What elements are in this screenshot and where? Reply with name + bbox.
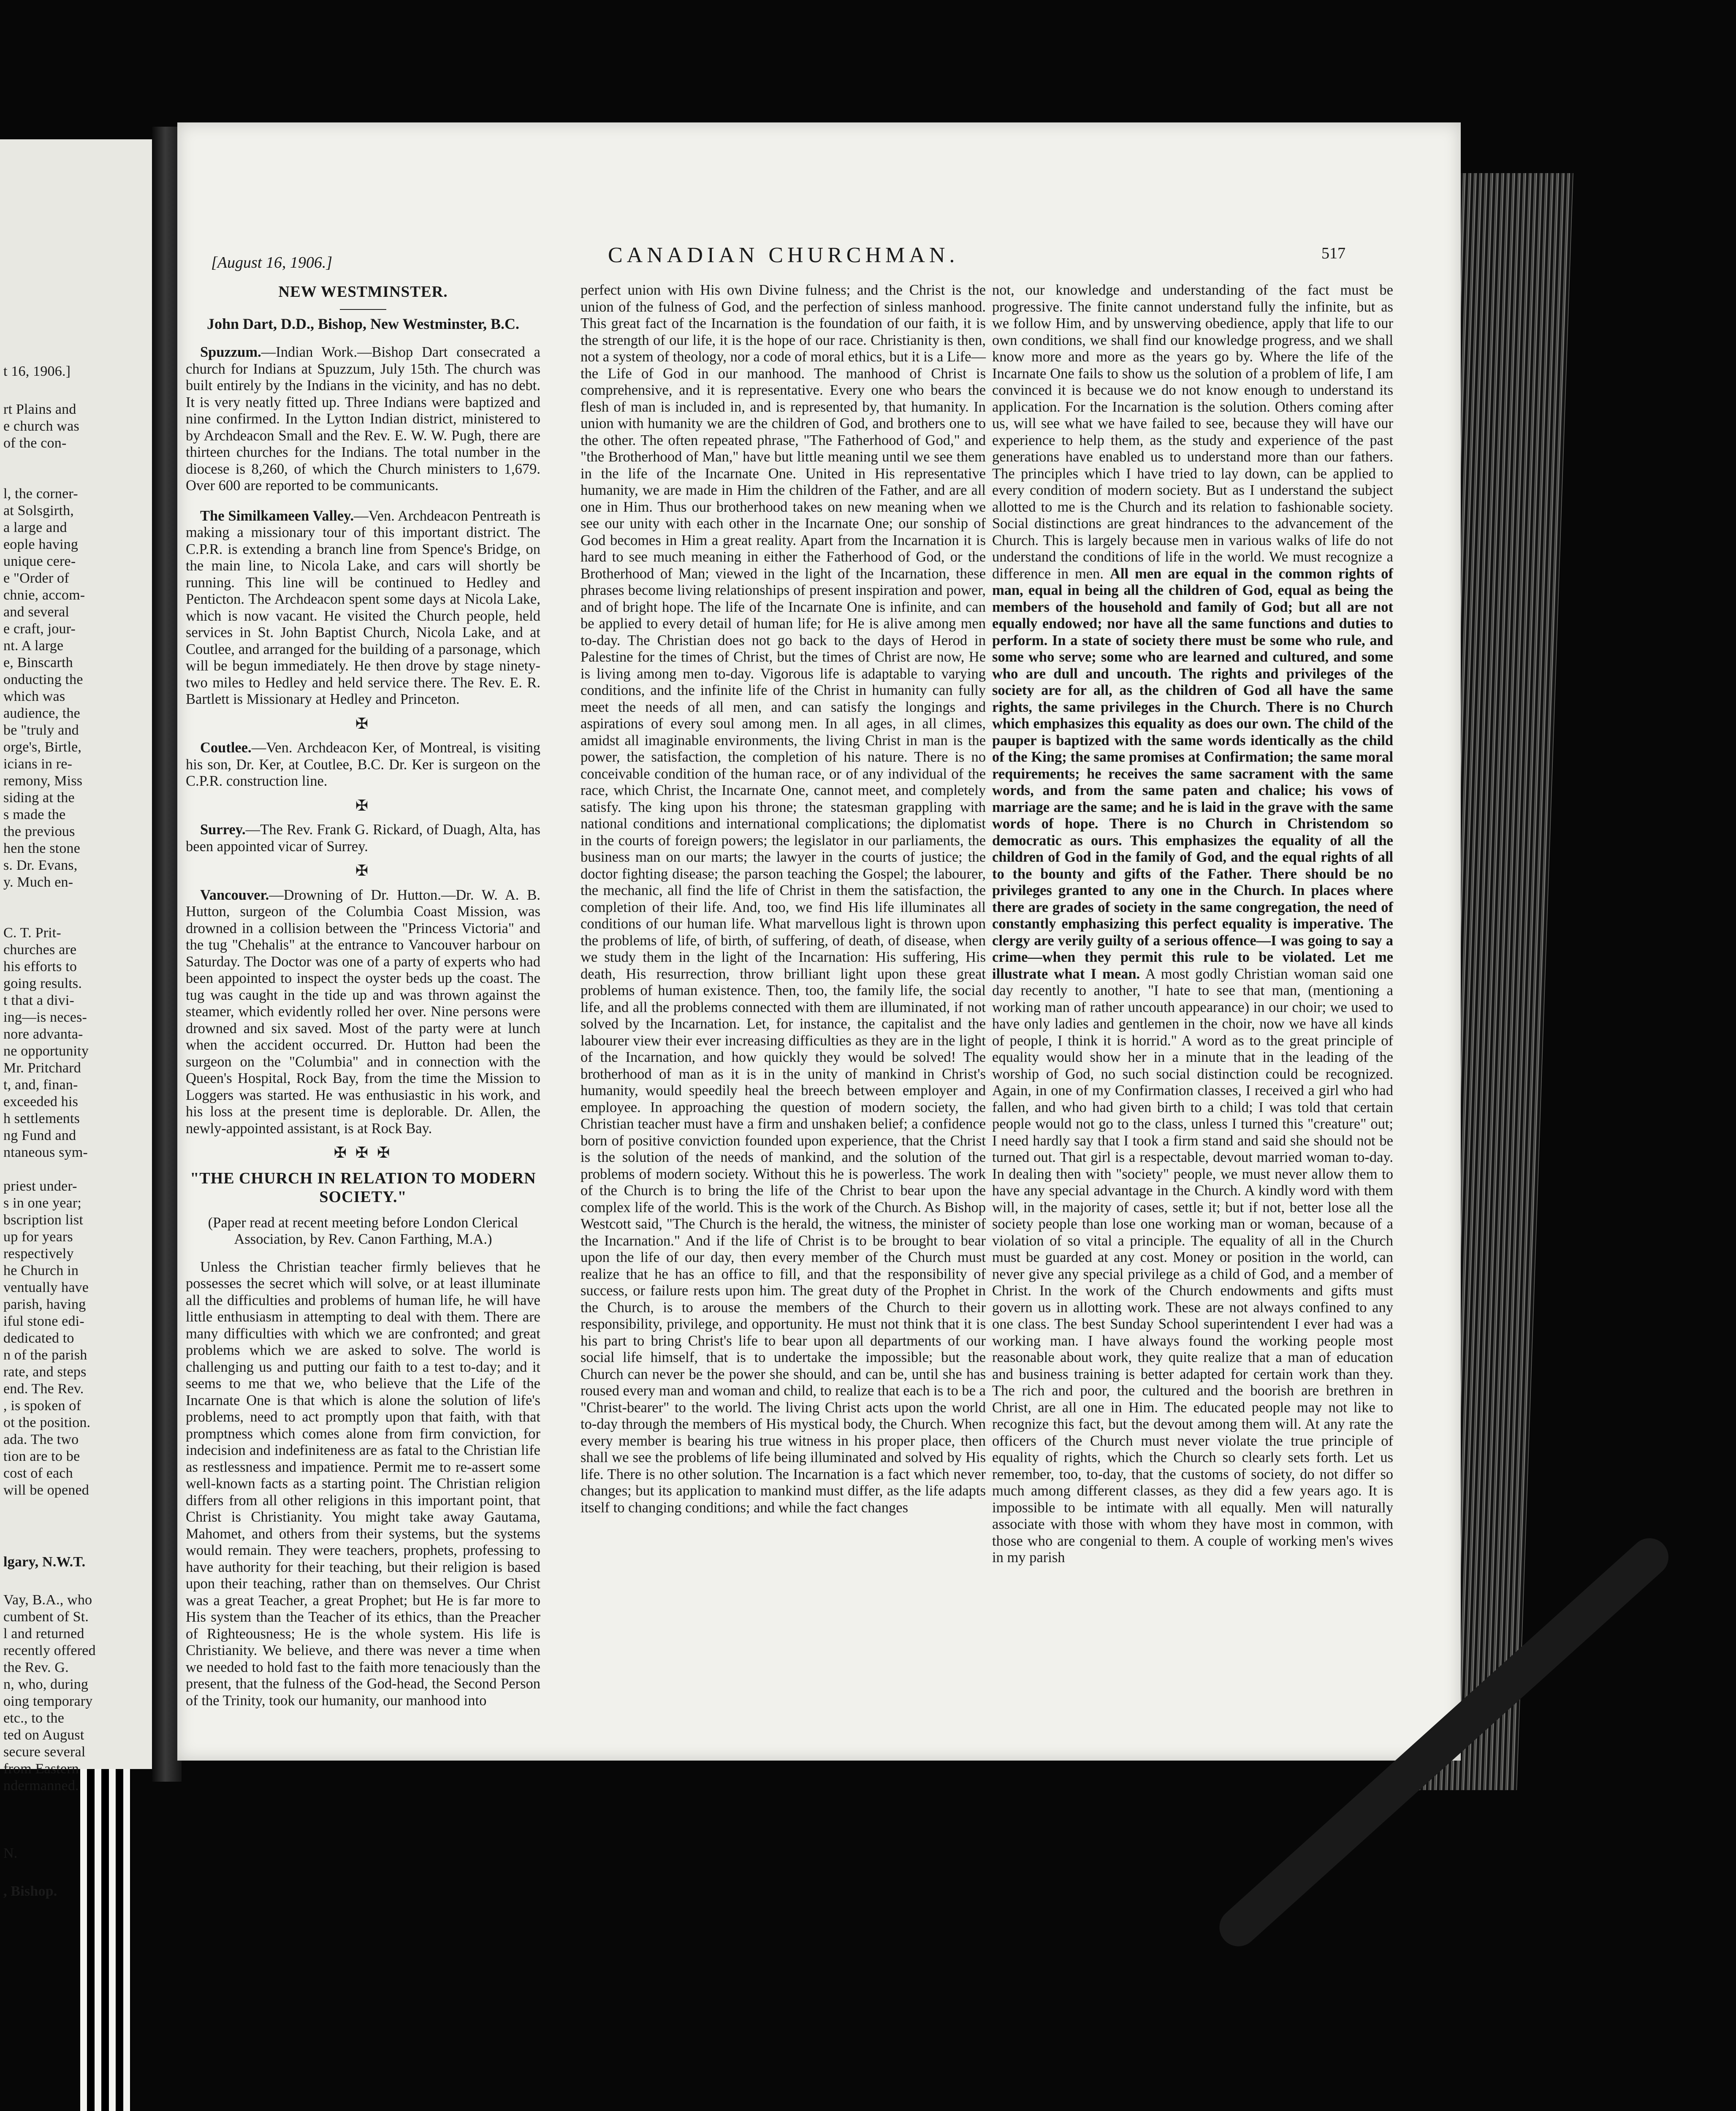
section-title: NEW WESTMINSTER. <box>278 283 448 301</box>
left-page-line: etc., to the <box>3 1710 65 1726</box>
left-page-line: e "Order of <box>3 570 69 586</box>
news-item: Spuzzum.—Indian Work.—Bishop Dart consecrated a church for Indians at Spuzzum, July 15th. The church was built entirely by the Indians in the vicinity, and has no debt. It is very neatly fitted up. Three Indians were baptized and nine confirmed. In the Lytton Indian district, ministered to by Archdeacon Small and the Rev. E. W. W. Pugh, there are thirteen churches for the Indians. The total number in the diocese is 8,260, of which the Church ministers to 1,679. Over 600 are reported to be communicants. <box>186 344 540 494</box>
ornament: ✠ <box>355 862 371 879</box>
left-page-line: ventually have <box>3 1280 89 1295</box>
left-page-line: unique cere- <box>3 554 76 569</box>
left-page-line: rt Plains and <box>3 402 76 417</box>
left-page-line: respectively <box>3 1246 74 1262</box>
left-page-line: dedicated to <box>3 1330 74 1346</box>
microfilm-edge-marks <box>80 1769 131 2111</box>
left-page-line: parish, having <box>3 1297 86 1312</box>
left-page-line: be "truly and <box>3 722 79 738</box>
article-title: "THE CHURCH IN RELATION TO MODERN SOCIETY." <box>190 1169 536 1206</box>
page-number: 517 <box>1321 244 1345 262</box>
left-page-line: hen the stone <box>3 841 80 856</box>
left-page-line: at Solsgirth, <box>3 503 74 518</box>
left-page-line: exceeded his <box>3 1094 79 1110</box>
article-paragraph: not, our knowledge and understanding of the fact must be progressive. The finite cannot understand fully the infinite, but as we follow Him, and by unswerving obedience, apply that life to our own conditions, we shall find our knowledge progress, and we shall know more and more as the years go by. Where the life of the Incarnate One fails to show us the solution of a problem of life, I am convinced it is because we do not know enough to understand its application. For the Incarnation is the solution. Others coming after us, will see what we have failed to see, because they will have our experience to help them, as the study and experience of the past generations have enabled us to understand more than our fathers. The principles which I have tried to lay down, can be applied to every condition of modern society. But as I understand the subject allotted to me is the Church and its relation to fashionable society. Social distinctions are great hindrances to the advancement of the Church. This is largely because men in various walks of life do not understand the conditions of life in the world. We must recognize a difference in men. All men are equal in the common rights of man, equal in being all the children of God, equal as being the members of the household and family of God; but all are not equally endowed; nor have all the same functions and duties to perform. In a state of society there must be some who rule, and some who serve; some who are learned and cultured, and some who are dull and uncouth. The rights and privileges of the society are for all, as the children of God all have the same rights, the same privileges in the Church. There is no Church which emphasizes this equality as does our own. The child of the pauper is baptized with the same words identically as the child of the King; the same promises at Confirmation; the same moral requirements; he receives the same sacrament with the same words, and from the same paten and chalice; his vows of marriage are the same; and he is laid in the grave with the same words of hope. There is no Church in Christendom so democratic as ours. This emphasizes the equality of all the children of God in the family of God, and the equal rights of all to the bounty and gifts of the Father. There should be no privileges granted to any one in the Church. In places where there are grades of society in the same congregation, the need of constantly emphasizing this perfect equality is imperative. The clergy are verily guilty of a serious offence—I was going to say a crime—when they permit this rule to be violated. Let me illustrate what I mean. A most godly Christian woman said one day recently to another, "I hate to see that man, (mentioning a working man of rather uncouth appearance) in our choir; we used to have only ladies and gentlemen in the choir, now we have all kinds of people, I think it is horrid." A word as to the great principle of equality would show her in a minute that in the leading of the worship of God, no such social distinction could be recognized. Again, in one of my Confirmation classes, I received a girl who had fallen, and who had given birth to a child; I was told that certain people would not go to the class, unless I turned this "creature" out; I need hardly say that I took a firm stand and said she should not be turned out. That girl is a respectable, devout married woman to-day. In dealing then with "society" people, we must never allow them to have any special advantage in the Church. A kindly word with them will, in the majority of cases, settle it; but if not, better lose all the society people than lose one working man or woman, because of a violation of so vital a principle. The equality of all in the Church must be guarded at any cost. Money or position in the world, can never give any special privilege as a child of God, and a member of Christ. In the work of the Church endowments and gifts must govern us in allotting work. These are not always confined to any one class. The best Sunday School superintendent I ever had was a working man. I have always found the working people most reasonable about work, they quite realize that a man of education and business training is better adapted for certain work than they. The rich and poor, the cultured and the boorish are brethren in Christ, are all one in Him. The educated people may not like to recognize this fact, but the devout among them will. At any rate the officers of the Church must never violate the true principle of equality of rights, which the Church so clearly sets forth. Let us remember, too, to-day, that the customs of society, do not differ so much among different classes, as they did a few years ago. It is impossible to be intimate with all equally. Men will naturally associate with those with whom they have most in common, with those who are congenial to them. A couple of working men's wives in my parish <box>992 282 1394 1566</box>
ornament: ✠ <box>355 797 371 814</box>
left-page-line: iful stone edi- <box>3 1313 84 1329</box>
left-page-line: from Eastern <box>3 1761 79 1777</box>
left-page-line: n of the parish <box>3 1347 87 1363</box>
article-subtitle: (Paper read at recent meeting before London Clerical Association, by Rev. Canon Farthing, M.A.) <box>208 1214 518 1247</box>
left-page-line: ted on August <box>3 1727 84 1743</box>
left-page-line: ne opportunity <box>3 1043 89 1059</box>
left-page-line: a large and <box>3 520 67 535</box>
left-page-line: audience, the <box>3 705 80 721</box>
left-page-line: end. The Rev. <box>3 1381 84 1397</box>
left-page-line: ntaneous sym- <box>3 1145 88 1160</box>
left-page-line: the Rev. G. <box>3 1660 69 1675</box>
left-page-line: lgary, N.W.T. <box>3 1554 86 1570</box>
news-item: Coutlee.—Ven. Archdeacon Ker, of Montreal, is visiting his son, Dr. Ker, at Coutlee, B.C. Dr. Ker is surgeon on the C.P.R. construction line. <box>186 740 540 789</box>
left-page-line: which was <box>3 689 65 704</box>
column-3 <box>992 282 1393 1566</box>
left-page-line: , Bishop. <box>3 1883 57 1899</box>
left-page-line: ada. The two <box>3 1432 79 1447</box>
left-page-line: ot the position. <box>3 1415 91 1430</box>
news-item: Vancouver.—Drowning of Dr. Hutton.—Dr. W. A. B. Hutton, surgeon of the Columbia Coast Mission, was drowned in a collision between the "Princess Victoria" and the tug "Chehalis" at the entrance to Vancouver harbour on Saturday. The Doctor was one of a party of experts who had been appointed to inspect the oyster beds up the coast. The tug was caught in the tide up and was thrown against the steamer, which evidently rolled her over. Nine persons were drowned and six saved. Most of the party were at lunch when the accident occurred. Dr. Hutton had been the surgeon on the "Columbia" and in connection with the Queen's Hospital, Rock Bay, from the time the Mission to Loggers was started. He was enthusiastic in his work, and his loss at the present time is deplorable. Dr. Allen, the newly-appointed assistant, is at Rock Bay. <box>186 887 540 1137</box>
left-page-line: chnie, accom- <box>3 587 85 603</box>
left-page-line: nt. A large <box>3 638 64 654</box>
bishop-line: John Dart, D.D., Bishop, New Westminster, B.C. <box>206 315 520 332</box>
left-page-line: tion are to be <box>3 1449 80 1464</box>
left-page-line: l, the corner- <box>3 486 78 502</box>
left-page-line: bscription list <box>3 1212 84 1228</box>
news-item: Surrey.—The Rev. Frank G. Rickard, of Duagh, Alta, has been appointed vicar of Surrey. <box>186 822 540 855</box>
left-page-line: siding at the <box>3 790 75 806</box>
column-1 <box>186 282 540 1709</box>
ornament-triple: ✠ ✠ ✠ <box>334 1144 393 1161</box>
left-page-line: Mr. Pritchard <box>3 1060 81 1076</box>
left-page-line: and several <box>3 604 70 620</box>
news-item: The Similkameen Valley.—Ven. Archdeacon Pentreath is making a missionary tour of this important district. The C.P.R. is extending a branch line from Spence's Bridge, on the main line, to Nicola Lake, and cars will shortly be running. This line will be continued to Hedley and Penticton. The Archdeacon spent some days at Nicola Lake, which is now vacant. He visited the Church people, held services in St. John Baptist Church, Nicola Lake, and at Coutlee, and arranged for the building of a parsonage, which will be begun immediately. He then drove by stage ninety-two miles to Hedley and held service there. The Rev. E. R. Bartlett is Missionary at Hedley and Princeton. <box>186 507 540 707</box>
left-page-line: orge's, Birtle, <box>3 739 82 755</box>
left-page-line: rate, and steps <box>3 1364 87 1380</box>
left-page-line: remony, Miss <box>3 773 83 789</box>
left-page-line: his efforts to <box>3 959 77 974</box>
left-page-line: h settlements <box>3 1111 80 1126</box>
left-page-line: e, Binscarth <box>3 655 73 670</box>
rule <box>340 309 386 310</box>
left-page-line: N. <box>3 1845 18 1861</box>
left-page-line: up for years <box>3 1229 73 1245</box>
left-page-line: t that a divi- <box>3 993 75 1008</box>
left-page-line: nore advanta- <box>3 1026 83 1042</box>
left-page-line: recently offered <box>3 1643 96 1658</box>
left-page-line: going results. <box>3 976 82 991</box>
column-2 <box>580 282 986 1516</box>
running-head-date: [August 16, 1906.] <box>211 254 333 271</box>
left-page-line: oing temporary <box>3 1693 93 1709</box>
left-page-line: ing—is neces- <box>3 1009 87 1025</box>
left-page-line: e church was <box>3 418 79 434</box>
left-page-line: C. T. Prit- <box>3 925 61 941</box>
left-page-line: s in one year; <box>3 1195 82 1211</box>
left-page-line: y. Much en- <box>3 874 73 890</box>
left-page-line: of the con- <box>3 435 67 451</box>
left-page-line: t 16, 1906.] <box>3 364 71 379</box>
left-page-line: will be opened <box>3 1482 89 1498</box>
left-page-line: eople having <box>3 537 79 552</box>
left-page-line: s made the <box>3 807 66 822</box>
left-page-line: s. Dr. Evans, <box>3 857 78 873</box>
left-page-line: onducting the <box>3 672 83 687</box>
running-head-title: CANADIAN CHURCHMAN. <box>608 243 959 267</box>
ornament: ✠ <box>355 715 371 732</box>
left-page-line: the previous <box>3 824 75 839</box>
left-facing-page <box>0 139 154 1899</box>
left-page-line: ndermanned. <box>3 1778 79 1794</box>
left-page-line: e craft, jour- <box>3 621 76 637</box>
left-page-line: t, and, finan- <box>3 1077 78 1093</box>
left-page-line: priest under- <box>3 1178 77 1194</box>
left-page-line: n, who, during <box>3 1677 89 1692</box>
left-page-line: ng Fund and <box>3 1128 76 1143</box>
left-page-line: secure several <box>3 1744 86 1760</box>
left-page-line: cumbent of St. <box>3 1609 89 1625</box>
article-paragraph: Unless the Christian teacher firmly believes that he possesses the secret which will solve, or at least illuminate all the difficulties and problems of human life, he will have little enthusiasm in attempting to deal with them. There are many difficulties with which we are confronted; and great problems which we are asked to solve. The world is challenging us and putting our faith to a test to-day; and it seems to me that we, who believe that the Life of the Incarnate One is that which is alone the solution of life's problems, need to act promptly upon that faith, with that promptness which comes alone from firm conviction, for indecision and indefiniteness are as fatal to the Christian life as restlessness and impatience. Permit me to re-assert some well-known facts as a starting point. The Christian religion differs from all other religions in this important point, that Christ is Christianity. You might take away Gautama, Mahomet, and others from their systems, but the systems would remain. They were teachers, prophets, professing to have authority for their teaching, but their religion is based upon their teaching, rather than on themselves. Our Christ was a great Teacher, a great Prophet; but He is far more to His system than the Teacher of its ethics, than the Preacher of Righteousness; He is the whole system. His life is Christianity. We believe, and there was never a time when we needed to hold fast to the faith more tenaciously than the present, that the fulness of the God-head, the Second Person of the Trinity, took our humanity, our manhood into <box>186 1259 540 1709</box>
left-page-line: he Church in <box>3 1263 79 1278</box>
left-page-line: , is spoken of <box>3 1398 81 1414</box>
left-page-line: churches are <box>3 942 77 958</box>
left-page-line: cost of each <box>3 1465 73 1481</box>
left-page-line: Vay, B.A., who <box>3 1592 92 1608</box>
left-page-line: l and returned <box>3 1626 84 1642</box>
left-page-line: icians in re- <box>3 756 73 772</box>
article-paragraph: perfect union with His own Divine fulness; and the Christ is the union of the fulness of God, and the perfection of sinless manhood. This great fact of the Incarnation is the foundation of our faith, it is the strength of our life, it is the hope of our race. Christianity is then, not a system of theology, nor a code of moral ethics, but it is a Life—the Life of God in our manhood. The manhood of Christ is comprehensive, and it is representative. Every one who bears the flesh of man is included in, and is represented by, that humanity. In union with humanity we are the children of God, and brothers one to the other. The often repeated phrase, "The Fatherhood of God," and "the Brotherhood of Man," have but little meaning until we see them in the life of the Incarnate One. United in His representative humanity, we are made in Him the children of the Father, and are all one in Him. Thus our brotherhood takes on new meaning when we see our unity with each other in the Incarnate One; our sonship of God becomes in Him a great reality. Apart from the Incarnation it is hard to see much meaning in either the Fatherhood of God, or the Brotherhood of Man; viewed in the light of the Incarnation, these phrases become living relationships of present inspiration and power, and of bright hope. The life of the Incarnate One is infinite, and can be applied to every detail of human life; for He is alive among men to-day. The Christian does not go back to the days of Herod in Palestine for the times of Christ, but the times of Christ are now, He is living among men to-day. Vigorous life is adaptable to varying conditions, and the infinite life of the Christ in humanity can fully meet the needs of all men, and can satisfy the longings and aspirations of every soul among men. In all ages, in all climes, amidst all imaginable environments, the living Christ in man is the power, the satisfaction, the completion of his nature. There is no conceivable condition of the human race, or of any individual of the race, which Christ, the Incarnate One, cannot meet, and completely satisfy. The king upon his throne; the statesman grappling with national conditions and international complications; the diplomatist in the courts of foreign powers; the legislator in our parliaments, the business man on our marts; the lawyer in the courts of justice; the doctor fighting disease; the parson teaching the Gospel; the labourer, the mechanic, all find the life of Christ in them the satisfaction, the completion of their life. And, too, we find His life illuminates all conditions of our human life. What marvellous light is thrown upon the problems of life, of birth, of suffering, of death, of disease, when we study them in the light of the Incarnation: His suffering, His death, His resurrection, throw brilliant light upon these great problems of human existence. Then, too, the family life, the social life, and all the problems connected with them are illuminated, if not solved by the Incarnation. Let, for instance, the capitalist and the labourer view their ever increasing difficulties as they are in the light of the Incarnation, and how quickly they would be solved! The brotherhood of man as it is in the unity of mankind in Christ's humanity, would speedily heal the breech between employer and employee. In approaching the question of modern society, the Christian teacher must have a firm and unshaken belief; a confidence born of positive conviction founded upon experience, that the Christ is the solution of the needs of mankind, and the solution of the problems of modern society. Without this he is powerless. The work of the Church is to bring the life of the Christ to bear upon the complex life of the world. This is the work of the Church. As Bishop Westcott said, "The Church is the herald, the witness, the minister of the Incarnation." And if the life of Christ is to be brought to bear upon the life of our day, then every member of the Church must realize that he has an office to fill, and that the responsibility of success, or failure rests upon him. The great duty of the Prophet in the Church, is to arouse the members of the Church to their responsibility, privilege, and opportunity. He must not think that it is his part to bring Christ's life to bear upon all departments of our social life himself, that is to undertake the impossible; but the Church can never be the power she should, and can be, until she has roused every man and woman and child, to realize that each is to be a "Christ-bearer" to the world. The living Christ acts upon the world to-day through the members of His mystical body, the Church. When every member is bearing his true witness in his proper place, then shall we see the problems of life being illuminated and solved by His life. There is no other solution. The Incarnation is a fact which never changes; but its application to mankind must differ, as the life adapts itself to changing conditions; and while the fact changes <box>580 282 986 1516</box>
